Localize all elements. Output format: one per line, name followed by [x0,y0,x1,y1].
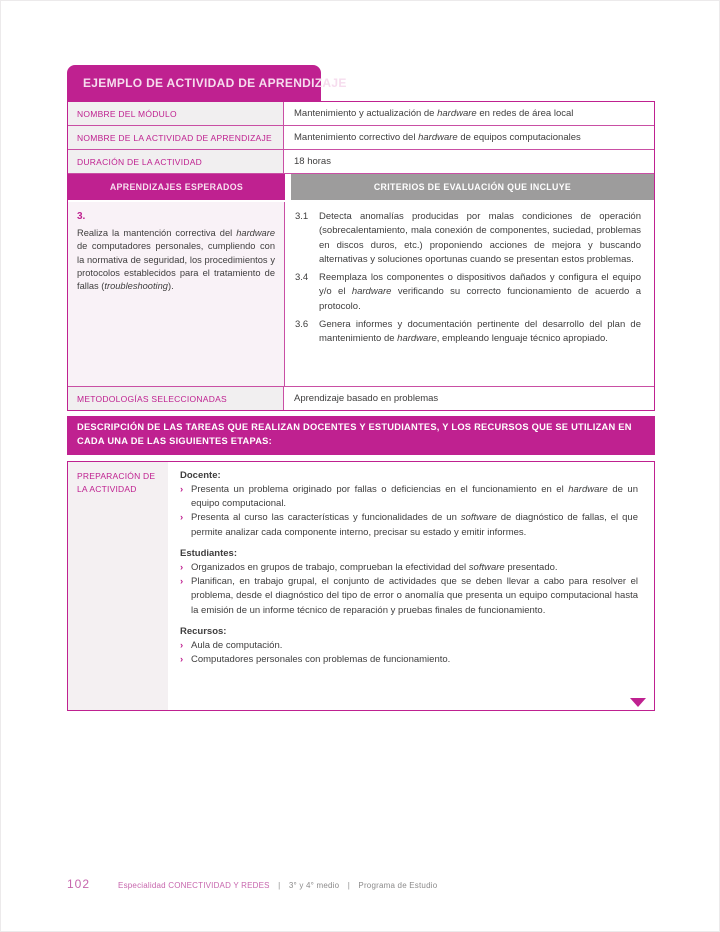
footer-specialty: Especialidad CONECTIVIDAD Y REDES [118,881,270,890]
methodology-value: Aprendizaje basado en problemas [294,393,439,404]
bullet-icon: › [180,654,184,666]
list-item-text: Organizados en grupos de trabajo, comprueban la efectividad del software presentado. [191,561,558,573]
learning-content-row [68,202,654,386]
module-name-value: Mantenimiento y actualización de hardware en redes de área local [294,108,574,119]
expected-learning-header: APRENDIZAJES ESPERADOS [68,174,285,200]
list-item [180,639,638,653]
objective-text: Realiza la mantención correctiva del hardware de computadores personales, cumpliendo con la normativa de seguridad, los procedimientos y protocolos establecidos para el tratamiento de fallas (troubleshooting). [77,228,275,291]
bullet-icon: › [180,576,184,588]
criteria-text: Reemplaza los componentes o dispositivos dañados y configura el equipo y/o el hardware verificando su correcto funcionamiento de acuerdo a protocolo. [319,272,641,312]
module-name-row [68,102,654,126]
criteria-text: Detecta anomalías producidas por malas condiciones de operación (sobrecalentamiento, mala conexión de componentes, suciedad, problemas en discos duros, etc.) proponiendo acciones de mejora y buscando alternativas y soluciones oportunas cuando se presentan estos problemas. [319,211,641,265]
footer-program: Programa de Estudio [358,881,438,890]
preparation-stage-label: PREPARACIÓN DE LA ACTIVIDAD [68,462,168,710]
list-item [180,575,638,618]
students-heading: Estudiantes: [180,547,238,559]
resources-heading: Recursos: [180,625,227,637]
methodology-row [68,386,654,410]
learning-headers-row [68,174,654,200]
duration-label: DURACIÓN DE LA ACTIVIDAD [68,150,284,173]
activity-name-value: Mantenimiento correctivo del hardware de equipos computacionales [294,132,581,143]
criteria-number: 3.1 [295,211,309,222]
list-item [180,653,638,667]
module-name-label: NOMBRE DEL MÓDULO [68,102,284,125]
list-item [180,483,638,512]
activity-title-banner [67,65,347,101]
continuation-arrow-icon [630,698,646,707]
activity-block [67,65,655,711]
activity-table [67,101,655,411]
list-item [180,511,638,540]
criteria-number: 3.4 [295,272,309,283]
bullet-icon: › [180,561,184,573]
teacher-heading: Docente: [180,469,221,481]
page-footer [67,877,667,891]
page-number: 102 [67,877,91,891]
criteria-item [295,271,641,314]
criteria-text: Genera informes y documentación pertinente del desarrollo del plan de mantenimiento de hardware, empleando lenguaje técnico apropiado. [319,318,641,344]
bullet-icon: › [180,483,184,495]
footer-grade: 3° y 4° medio [288,881,340,890]
list-item-text: Planifican, en trabajo grupal, el conjunto de actividades que se deben llevar a cabo para resolver el problema, desde el diagnóstico del tipo de error o anomalía que presenta un equipo computacional hasta la emisión de un informe técnico de reparación y pruebas finales de funcionamiento. [191,576,638,616]
activity-title-text: EJEMPLO DE ACTIVIDAD DE APRENDIZAJE [83,76,347,90]
objective-number: 3. [77,211,86,222]
list-item [180,561,638,575]
preparation-section [67,461,655,711]
footer-separator: | [278,881,281,890]
evaluation-criteria-header: CRITERIOS DE EVALUACIÓN QUE INCLUYE [291,174,654,200]
duration-row [68,150,654,174]
list-item-text: Presenta un problema originado por fallas o deficiencias en el funcionamiento en el hardware de un equipo computacional. [191,483,638,510]
objective-cell [68,202,285,386]
criteria-item [295,210,641,267]
activity-name-label: NOMBRE DE LA ACTIVIDAD DE APRENDIZAJE [68,126,284,149]
footer-text [118,881,437,890]
criteria-number: 3.6 [295,318,309,330]
criteria-list [285,202,654,386]
duration-value: 18 horas [294,156,331,167]
list-item-text: Aula de computación. [191,639,283,651]
criteria-item [295,318,641,347]
bullet-icon: › [180,512,184,524]
methodology-label: METODOLOGÍAS SELECCIONADAS [68,387,284,410]
list-item-text: Computadores personales con problemas de funcionamiento. [191,654,451,666]
activity-name-row [68,126,654,150]
list-item-text: Presenta al curso las características y funcionalidades de un software de diagnóstico de fallas, el que permite analizar cada componente interno, precisar su estado y emitir informes. [191,512,638,538]
tasks-description-banner: DESCRIPCIÓN DE LAS TAREAS QUE REALIZAN DOCENTES Y ESTUDIANTES, Y LOS RECURSOS QUE SE UTILIZAN EN CADA UNA DE LAS SIGUIENTES ETAPAS: [67,416,655,455]
preparation-content [168,462,654,710]
bullet-icon: › [180,639,184,651]
footer-separator: | [347,881,350,890]
